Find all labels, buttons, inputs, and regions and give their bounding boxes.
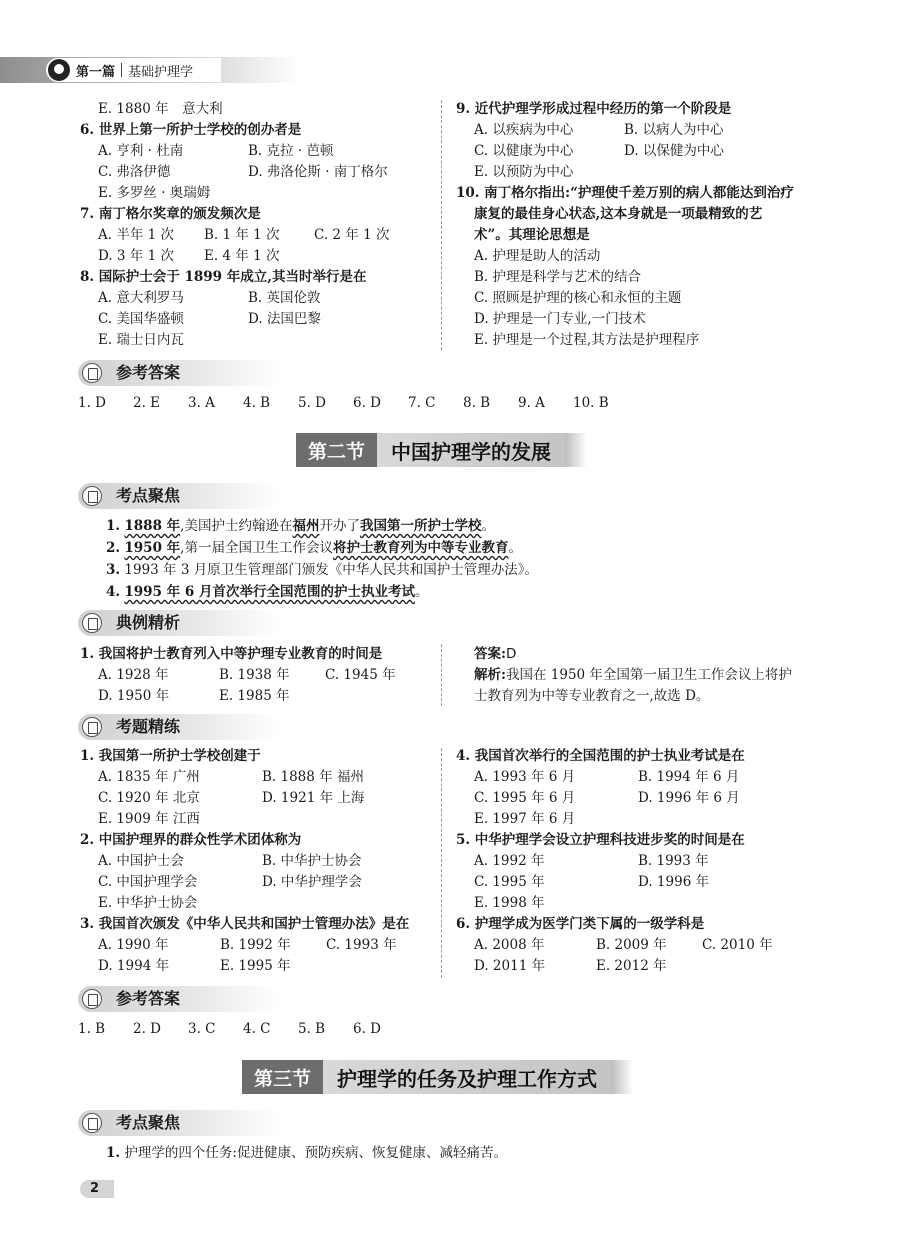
answer-option: B. 1993 年: [638, 853, 709, 869]
focus-item-3: 3. 1993 年 3 月原卫生管理部门颁发《中华人民共和国护士管理办法》。: [106, 562, 538, 578]
answer-option: B. 1 年 1 次: [204, 227, 280, 243]
answer-key-item: 6. D: [353, 395, 381, 411]
answer-key-item: 4. B: [243, 395, 271, 411]
answer-option: A. 中国护士会: [98, 853, 184, 869]
focus-item-1: 1. 1888 年,美国护士约翰逊在福州开办了我国第一所护士学校。: [106, 518, 495, 534]
answers-heading-1: 参考答案: [78, 360, 278, 386]
clipboard-icon: [82, 486, 102, 506]
answer-option: D. 弗洛伦斯 · 南丁格尔: [248, 164, 388, 180]
answer-option: D. 护理是一门专业,一门技术: [474, 311, 646, 327]
example-analysis-line-1: 解析:我国在 1950 年全国第一届卫生工作会议上将护: [474, 667, 792, 683]
answer-option: E. 多罗丝 · 奥瑞姆: [98, 185, 211, 201]
answer-option: E. 2012 年: [596, 958, 667, 974]
answer-option: E. 1997 年 6 月: [474, 811, 576, 827]
answer-option: C. 以健康为中心: [474, 143, 574, 159]
page-number: 2: [80, 1180, 114, 1198]
answer-key-item: 2. D: [133, 1021, 161, 1037]
answer-option: D. 中华护理学会: [262, 874, 362, 890]
question-stem-continued: 康复的最佳身心状态,这本身就是一项最精致的艺: [474, 206, 763, 222]
focus-heading-3: 考点聚焦: [78, 1110, 278, 1136]
example-question: 1. 我国将护士教育列入中等护理专业教育的时间是: [80, 646, 383, 662]
answer-option: E. 1880 年 意大利: [98, 101, 223, 117]
column-divider: [441, 644, 442, 706]
example-option-c: C. 1945 年: [325, 667, 396, 683]
question-stem: 7. 南丁格尔奖章的颁发频次是: [80, 206, 261, 222]
answer-option: E. 瑞士日内瓦: [98, 332, 184, 348]
header-divider: [121, 63, 122, 77]
nurse-logo-icon: [48, 59, 70, 81]
answer-option: C. 1993 年: [326, 937, 397, 953]
question-stem: 1. 我国第一所护士学校创建于: [80, 748, 261, 764]
answer-option: C. 2010 年: [702, 937, 773, 953]
question-stem: 8. 国际护士会于 1899 年成立,其当时举行是在: [80, 269, 367, 285]
chapter-label: 第一篇: [76, 64, 116, 80]
question-stem: 6. 世界上第一所护士学校的创办者是: [80, 122, 302, 138]
answer-option: E. 4 年 1 次: [204, 248, 280, 264]
answer-key-item: 10. B: [573, 395, 609, 411]
section-title-2: [296, 433, 587, 467]
answer-option: D. 1996 年 6 月: [638, 790, 740, 806]
answer-option: B. 以病人为中心: [624, 122, 724, 138]
question-stem: 6. 护理学成为医学门类下属的一级学科是: [456, 916, 705, 932]
answer-key-item: 1. D: [78, 395, 106, 411]
answers-row-1: [78, 393, 613, 413]
answer-option: C. 美国华盛顿: [98, 311, 184, 327]
answer-option: D. 1921 年 上海: [262, 790, 365, 806]
example-analysis-line-2: 士教育列为中等专业教育之一,故选 D。: [474, 688, 710, 704]
answer-option: D. 以保健为中心: [624, 143, 724, 159]
question-stem: 4. 我国首次举行的全国范围的护士执业考试是在: [456, 748, 745, 764]
answer-option: B. 英国伦敦: [248, 290, 321, 306]
answer-option: C. 2 年 1 次: [314, 227, 390, 243]
answer-key-item: 9. A: [518, 395, 545, 411]
answer-option: C. 1920 年 北京: [98, 790, 200, 806]
answer-key-item: 2. E: [133, 395, 161, 411]
focus-item-1: 1. 护理学的四个任务:促进健康、预防疾病、恢复健康、减轻痛苦。: [106, 1145, 507, 1161]
answer-key-item: 5. D: [298, 395, 326, 411]
answer-option: B. 中华护士协会: [262, 853, 362, 869]
answer-key-item: 8. B: [463, 395, 491, 411]
answer-option: A. 意大利罗马: [98, 290, 184, 306]
question-stem: 5. 中华护理学会设立护理科技进步奖的时间是在: [456, 832, 745, 848]
answer-option: C. 弗洛伊德: [98, 164, 171, 180]
answer-option: A. 护理是助人的活动: [474, 248, 601, 264]
answer-option: B. 1992 年: [220, 937, 291, 953]
focus-item-4: 4. 1995 年 6 月首次举行全国范围的护士执业考试。: [106, 584, 429, 600]
answers-row-2: [78, 1019, 393, 1039]
answer-option: E. 1995 年: [220, 958, 291, 974]
clipboard-icon: [82, 613, 102, 633]
answer-option: C. 中国护理学会: [98, 874, 198, 890]
answer-option: B. 护理是科学与艺术的结合: [474, 269, 642, 285]
answer-option: C. 1995 年: [474, 874, 545, 890]
focus-item-2: 2. 1950 年,第一届全国卫生工作会议将护士教育列为中等专业教育。: [106, 540, 522, 556]
answer-option: C. 1995 年 6 月: [474, 790, 576, 806]
section-name: 护理学的任务及护理工作方式: [323, 1060, 611, 1094]
answer-option: E. 1909 年 江西: [98, 811, 200, 827]
practice-heading: 考题精练: [78, 714, 278, 740]
answer-key-item: 6. D: [353, 1021, 381, 1037]
answer-option: A. 1992 年: [474, 853, 545, 869]
answer-option: A. 半年 1 次: [98, 227, 175, 243]
answer-option: D. 法国巴黎: [248, 311, 321, 327]
question-stem: 2. 中国护理界的群众性学术团体称为: [80, 832, 302, 848]
question-stem: 10. 南丁格尔指出:“护理使千差万别的病人都能达到治疗: [456, 185, 794, 201]
column-divider: [441, 748, 442, 978]
page-header: [46, 58, 221, 82]
answer-option: A. 1990 年: [98, 937, 169, 953]
example-heading: 典例精析: [78, 610, 278, 636]
clipboard-icon: [82, 989, 102, 1009]
answer-key-item: 3. C: [188, 1021, 216, 1037]
answer-option: E. 护理是一个过程,其方法是护理程序: [474, 332, 700, 348]
answer-option: B. 克拉 · 芭顿: [248, 143, 334, 159]
section-title-3: [242, 1060, 633, 1094]
answer-option: A. 2008 年: [474, 937, 545, 953]
clipboard-icon: [82, 717, 102, 737]
answer-key-item: 1. B: [78, 1021, 106, 1037]
answer-option: D. 1994 年: [98, 958, 170, 974]
answer-option: A. 1835 年 广州: [98, 769, 200, 785]
chapter-title: 基础护理学: [128, 64, 194, 80]
clipboard-icon: [82, 1113, 102, 1133]
column-divider: [441, 100, 442, 350]
answer-option: B. 1994 年 6 月: [638, 769, 740, 785]
answer-key-item: 7. C: [408, 395, 436, 411]
example-option-d: D. 1950 年: [98, 688, 170, 704]
example-option-b: B. 1938 年: [219, 667, 290, 683]
answers-heading-2: 参考答案: [78, 986, 278, 1012]
clipboard-icon: [82, 363, 102, 383]
answer-key-item: 5. B: [298, 1021, 326, 1037]
section-number: 第二节: [296, 433, 377, 467]
answer-option: B. 2009 年: [596, 937, 667, 953]
answer-key-item: 4. C: [243, 1021, 271, 1037]
answer-key-item: 3. A: [188, 395, 215, 411]
answer-option: E. 以预防为中心: [474, 164, 574, 180]
example-answer: 答案:D: [474, 646, 517, 662]
section-number: 第三节: [242, 1060, 323, 1094]
question-stem: 3. 我国首次颁发《中华人民共和国护士管理办法》是在: [80, 916, 410, 932]
question-stem-continued: 术”。其理论思想是: [474, 227, 590, 243]
answer-option: A. 亨利 · 杜南: [98, 143, 184, 159]
section-name: 中国护理学的发展: [377, 433, 565, 467]
example-option-e: E. 1985 年: [219, 688, 290, 704]
answer-option: E. 1998 年: [474, 895, 545, 911]
example-option-a: A. 1928 年: [98, 667, 169, 683]
answer-option: D. 1996 年: [638, 874, 710, 890]
focus-heading-2: 考点聚焦: [78, 483, 278, 509]
answer-option: A. 1993 年 6 月: [474, 769, 576, 785]
answer-option: D. 2011 年: [474, 958, 546, 974]
question-stem: 9. 近代护理学形成过程中经历的第一个阶段是: [456, 101, 732, 117]
answer-option: A. 以疾病为中心: [474, 122, 574, 138]
answer-option: C. 照顾是护理的核心和永恒的主题: [474, 290, 682, 306]
answer-option: E. 中华护士协会: [98, 895, 198, 911]
answer-option: B. 1888 年 福州: [262, 769, 364, 785]
answer-option: D. 3 年 1 次: [98, 248, 174, 264]
